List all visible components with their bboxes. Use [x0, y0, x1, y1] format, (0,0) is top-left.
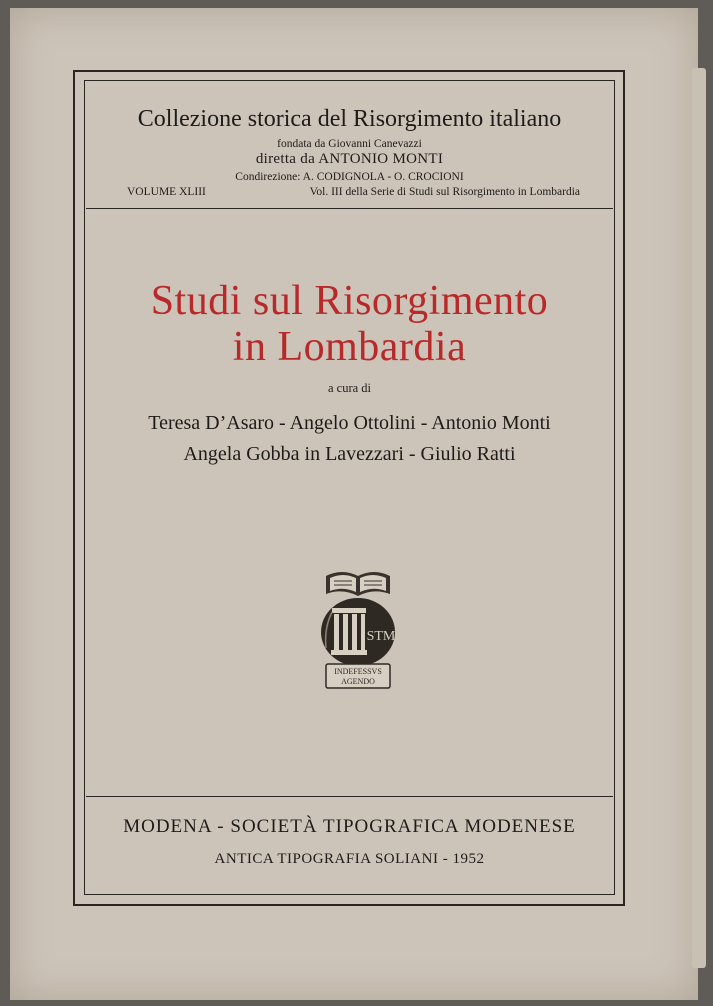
- authors-line1: Teresa D’Asaro - Angelo Ottolini - Antonio Monti: [148, 412, 551, 434]
- inner-border: [84, 80, 615, 895]
- emblem-motto-line1: INDEFESSVS: [334, 667, 382, 676]
- director-line: diretta da ANTONIO MONTI: [255, 151, 444, 167]
- emblem-monogram: STM: [366, 629, 396, 644]
- publisher-line2: ANTICA TIPOGRAFIA SOLIANI - 1952: [214, 851, 485, 867]
- publisher-emblem-icon: [318, 564, 398, 692]
- authors-line2: Angela Gobba in Lavezzari - Giulio Ratti: [183, 443, 516, 465]
- book-title-line2: in Lombardia: [232, 324, 467, 370]
- series-note: Vol. III della Serie di Studi sul Risorgimento in Lombardia: [309, 186, 580, 198]
- authors: [84, 408, 615, 470]
- series-title: Collezione storica del Risorgimento italiano: [137, 106, 562, 132]
- codirection-line: Condirezione: A. CODIGNOLA - O. CROCIONI: [235, 171, 464, 183]
- footer-divider: [86, 796, 613, 797]
- emblem-motto-line2: AGENDO: [341, 677, 375, 686]
- editor-prefix: a cura di: [327, 381, 372, 395]
- volume-row: [127, 186, 580, 198]
- book-title-line1: Studi sul Risorgimento: [150, 278, 549, 324]
- book-title: [84, 278, 615, 370]
- publisher-line1: MODENA - SOCIETÀ TIPOGRAFICA MODENESE: [123, 816, 576, 837]
- founder-line: fondata da Giovanni Canevazzi: [277, 138, 422, 150]
- header-divider: [86, 208, 613, 209]
- volume-number: VOLUME XLIII: [127, 186, 206, 198]
